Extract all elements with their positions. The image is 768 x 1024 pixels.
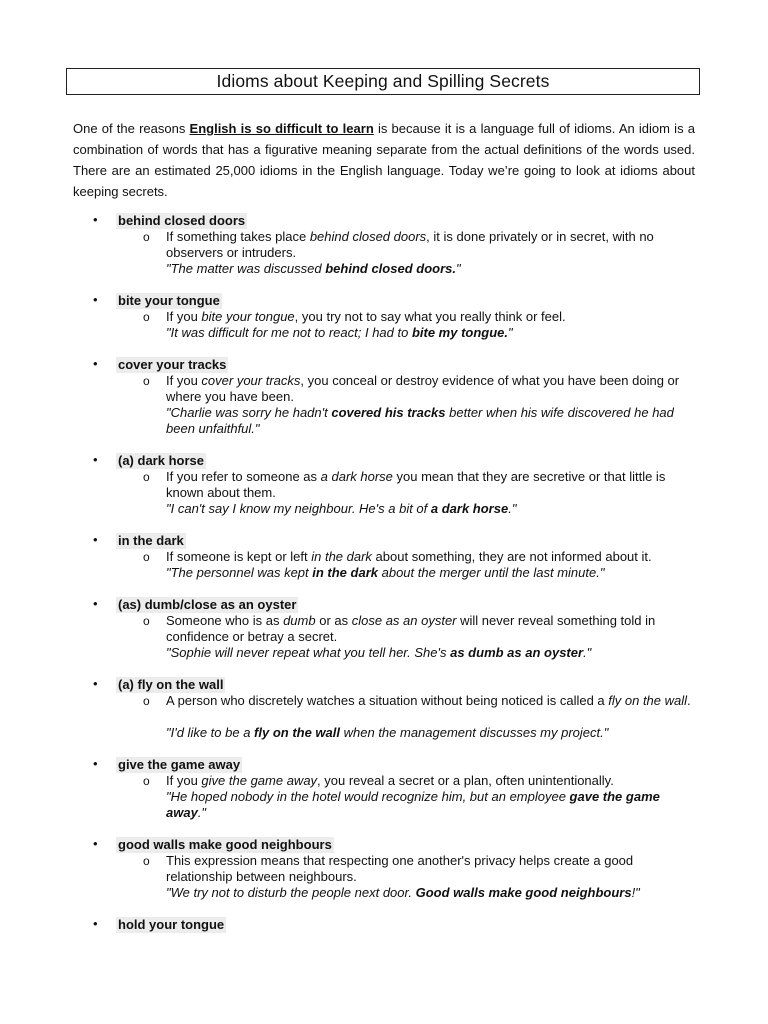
idiom-italic: fly on the wall [608,693,688,708]
idiom-definition [166,309,696,325]
idiom-example [166,261,696,277]
bullet-icon: • [93,836,98,851]
example-idiom-bold: gave the game away [166,789,660,820]
idiom-definition [166,229,696,261]
text-run: "I'd like to be a [166,725,255,740]
example-idiom-bold: a dark horse [430,501,509,516]
sub-bullet-icon: o [143,854,150,868]
idiom-italic: give the game away [201,773,318,788]
bullet-icon: • [93,292,98,307]
idiom-term: behind closed doors [118,213,246,228]
example-idiom-bold: as dumb as an oyster [450,645,584,660]
bullet-icon: • [93,532,98,547]
idiom-term: bite your tongue [118,293,220,308]
bullet-icon: • [93,212,98,227]
sub-bullet-icon: o [143,774,150,788]
text-run: you mean that they are secretive or that little is known about them. [166,469,666,500]
idiom-definition [166,549,696,565]
bullet-icon: • [93,916,98,931]
text-run: ." [583,645,592,660]
idiom-example [166,725,696,741]
text-run: . [687,693,691,708]
idiom-term: good walls make good neighbours [118,837,332,852]
text-run: If you [166,373,202,388]
bullet-icon: • [93,596,98,611]
idiom-definition [166,469,696,501]
idiom-example [166,501,696,517]
text-run: better when his wife discovered he had been unfaithful." [166,405,674,436]
example-idiom-bold: Good walls make good neighbours [415,885,632,900]
example-idiom-bold: behind closed doors. [325,261,456,276]
text-run: If you [166,773,202,788]
text-run: , it is done privately or in secret, with no observers or intruders. [166,229,654,260]
text-run: about something, they are not informed about it. [371,549,652,564]
idiom-italic: bite your tongue [201,309,295,324]
title-text: Idioms about Keeping and Spilling Secrets [216,71,550,91]
idiom-term: (a) dark horse [118,453,204,468]
text-run: If something takes place [166,229,310,244]
text-run: , you conceal or destroy evidence of what you have been doing or where you have been. [166,373,680,404]
idiom-italic: cover your tracks [201,373,301,388]
idiom-italic: close as an oyster [351,613,457,628]
text-run: "Sophie will never repeat what you tell her. She's [166,645,451,660]
text-run: This expression means that respecting one another's privacy helps create a good relationship between neighbours. [166,853,634,884]
sub-bullet-icon: o [143,614,150,628]
sub-bullet-icon: o [143,470,150,484]
text-run: ." [197,805,207,820]
text-run: "The matter was discussed [166,261,326,276]
idiom-term: (a) fly on the wall [118,677,224,692]
idiom-example [166,885,696,901]
text-run: about the merger until the last minute." [378,565,605,580]
sub-bullet-icon: o [143,374,150,388]
sub-bullet-icon: o [143,230,150,244]
idiom-example [166,405,696,437]
intro-text-before: One of the reasons [73,121,190,136]
text-run: "We try not to disturb the people next door. [166,885,416,900]
idiom-term: hold your tongue [118,917,225,932]
text-run: If someone is kept or left [166,549,312,564]
text-run: "Charlie was sorry he hadn't [166,405,332,420]
sub-bullet-icon: o [143,550,150,564]
idiom-example [166,789,696,821]
example-idiom-bold: bite my tongue. [411,325,509,340]
bullet-icon: • [93,756,98,771]
idiom-definition [166,613,696,645]
idiom-term: (as) dumb/close as an oyster [118,597,297,612]
text-run: "The personnel was kept [166,565,313,580]
sub-bullet-icon: o [143,310,150,324]
bullet-icon: • [93,356,98,371]
text-run: , you try not to say what you really think or feel. [294,309,566,324]
idiom-term: give the game away [118,757,241,772]
text-run: " [508,325,513,340]
text-run: will never reveal something told in confidence or betray a secret. [166,613,656,644]
text-run: " [455,261,461,276]
text-run: !" [631,885,640,900]
idiom-definition [166,773,696,789]
text-run: "He hoped nobody in the hotel would recognize him, but an employee [166,789,570,804]
example-idiom-bold: in the dark [312,565,378,580]
idiom-definition [166,853,696,885]
bullet-icon: • [93,676,98,691]
example-idiom-bold: fly on the wall [254,725,341,740]
text-run: , you reveal a secret or a plan, often unintentionally. [317,773,614,788]
idiom-definition [166,693,696,709]
text-run: Someone who is as [166,613,284,628]
idiom-example [166,565,696,581]
text-run: If you [166,309,202,324]
text-run: or as [315,613,352,628]
intro-text-after: is because it is a language full of idioms. An idiom is a combination of words that has a figurative meaning separate from the actual definitions of the words used. There are an estimated 25,000 idioms in the English language. Today we’re going to look at idioms about keeping secrets. [73,121,695,199]
idiom-italic: behind closed doors [309,229,427,244]
idiom-example [166,645,696,661]
intro-paragraph [73,118,695,202]
idiom-term: in the dark [118,533,184,548]
idiom-term: cover your tracks [118,357,227,372]
text-run: "It was difficult for me not to react; I had to [166,325,412,340]
difficult-to-learn-link[interactable]: English is so difficult to learn [189,121,374,136]
idiom-italic: dumb [283,613,316,628]
text-run: "I can't say I know my neighbour. He's a bit of [166,501,431,516]
text-run: when the management discusses my project." [340,725,609,740]
idiom-italic: a dark horse [320,469,393,484]
idiom-example [166,325,696,341]
idiom-definition [166,373,696,405]
sub-bullet-icon: o [143,694,150,708]
idiom-italic: in the dark [311,549,372,564]
text-run: ." [508,501,517,516]
bullet-icon: • [93,452,98,467]
text-run: A person who discretely watches a situation without being noticed is called a [166,693,609,708]
example-idiom-bold: covered his tracks [331,405,446,420]
text-run: If you refer to someone as [166,469,321,484]
document-title [66,68,700,95]
